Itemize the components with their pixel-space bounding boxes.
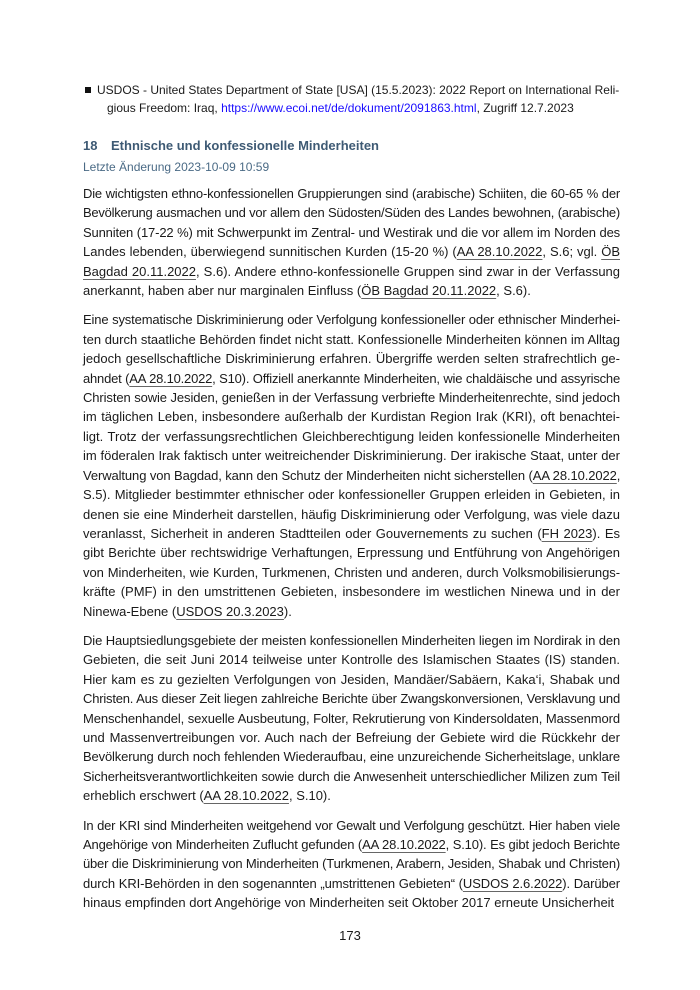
citation-link[interactable]: ÖB bbox=[601, 244, 620, 260]
text-line bbox=[83, 466, 620, 485]
paragraph-2 bbox=[83, 310, 620, 621]
text: , S.6; vgl. bbox=[542, 244, 602, 260]
citation-link[interactable]: AA 28.10.2022 bbox=[203, 788, 289, 804]
text-line bbox=[83, 563, 620, 582]
text: ligt. Trotz der verfassungsrechtlichen Gleichberechtigung leiden konfessionelle Minderheiten bbox=[83, 428, 620, 444]
text-line bbox=[83, 602, 620, 621]
text: , S.6). bbox=[496, 283, 531, 299]
text-line bbox=[83, 582, 620, 601]
text-line bbox=[83, 388, 620, 407]
text: Angehörige von Minderheiten Zuflucht gefunden ( bbox=[83, 837, 363, 852]
text-line bbox=[83, 874, 620, 893]
text-line bbox=[83, 242, 620, 261]
bullet-square-icon bbox=[85, 87, 91, 93]
text: Verwaltung von Bagdad, kann den Schutz der Minderheiten nicht sicherstellen ( bbox=[83, 467, 533, 483]
text: , bbox=[616, 467, 621, 483]
text-line bbox=[83, 203, 620, 222]
paragraph-4 bbox=[83, 816, 620, 913]
text-line bbox=[83, 893, 620, 912]
reference-bullet bbox=[97, 81, 620, 117]
text: Menschenhandel, sexuelle Ausbeutung, Folter, Rekrutierung von Kindersoldaten, Massenmord bbox=[83, 710, 620, 726]
text-line bbox=[83, 786, 620, 805]
section-number: 18 bbox=[83, 138, 98, 153]
text: Christen sowie Jesiden, genießen in der Verfassung verbriefte Minderheitenrechte, sind jedoch bbox=[83, 390, 620, 406]
text: erheblich erschwert ( bbox=[83, 788, 204, 804]
text: ). bbox=[283, 603, 292, 619]
text: Landes lebenden, überwiegend sunnitischen Kurden (15-20 %) ( bbox=[83, 244, 457, 260]
text-line bbox=[83, 854, 620, 873]
text: ten durch staatliche Behörden findet nicht statt. Konfessionelle Minderheiten können im Alltag bbox=[83, 331, 620, 347]
text: Die wichtigsten ethno-konfessionellen Gruppierungen sind (arabische) Schiiten, die 60-65 % der bbox=[83, 186, 620, 201]
text: Die Hauptsiedlungsgebiete der meisten konfessionellen Minderheiten liegen im Nordirak in den bbox=[83, 632, 621, 648]
text-line bbox=[83, 330, 620, 349]
text: über die Diskriminierung von Minderheiten (Turkmenen, Arabern, Jesiden, Shabak und Christen) bbox=[83, 856, 620, 872]
text: , S10). Offiziell anerkannte Minderheiten, wie chaldäische und assyrische bbox=[212, 370, 620, 386]
text: kräfte (PMF) in den umstrittenen Gebieten, insbesondere im westlichen Ninewa und in der bbox=[83, 584, 620, 600]
page-number: 173 bbox=[339, 927, 361, 943]
last-change: Letzte Änderung 2023-10-09 10:59 bbox=[83, 160, 270, 174]
text-line bbox=[83, 505, 620, 524]
text: von Minderheiten, wie Kurden, Turkmenen, Christen und anderen, durch Volksmobilisierungs- bbox=[83, 564, 620, 580]
text-line bbox=[83, 524, 620, 543]
text-line bbox=[83, 816, 620, 835]
text: , S.10). Es gibt jedoch Berichte bbox=[445, 837, 621, 852]
reference-link[interactable]: https://www.ecoi.net/de/dokument/2091863.html bbox=[221, 101, 477, 115]
text-line bbox=[83, 728, 620, 747]
text: und Massenvertreibungen vor. Auch nach der Befreiung der Gebiete wird die Rückkehr der bbox=[83, 729, 620, 745]
text: , S.10). bbox=[288, 788, 331, 804]
text: denen sie eine Minderheit darstellen, häufig Diskriminierung oder Verfolgung, was viele dazu bbox=[83, 506, 620, 522]
text-line bbox=[83, 427, 620, 446]
citation-link[interactable]: ÖB Bagdad 20.11.2022 bbox=[361, 283, 497, 299]
text-line bbox=[83, 543, 620, 562]
text: ). Es bbox=[592, 525, 620, 541]
reference-text-line2 bbox=[97, 99, 620, 117]
text: im föderalen Irak faktisch unter weitreichender Diskriminierung. Der irakische Staat, unter der bbox=[83, 448, 620, 464]
text: veranlasst, Sicherheit in anderen Stadtteilen oder Gouvernements zu suchen ( bbox=[83, 525, 542, 541]
citation-link[interactable]: AA 28.10.2022 bbox=[532, 467, 617, 483]
text-line bbox=[83, 223, 620, 242]
text: Eine systematische Diskriminierung oder Verfolgung konfessioneller oder ethnischer Minderhei- bbox=[83, 312, 620, 328]
text-line bbox=[83, 446, 620, 465]
text-line bbox=[83, 281, 620, 300]
text-line bbox=[83, 310, 620, 329]
text-line bbox=[83, 485, 620, 504]
reference-text-line1: USDOS - United States Department of State [USA] (15.5.2023): 2022 Report on International Reli- bbox=[97, 83, 620, 97]
text-line bbox=[83, 767, 620, 786]
section-heading bbox=[83, 137, 620, 155]
section-title: Ethnische und konfessionelle Minderheiten bbox=[111, 138, 379, 153]
text-line bbox=[83, 670, 620, 689]
text: In der KRI sind Minderheiten weitgehend vor Gewalt und Verfolgung geschützt. Hier haben viele bbox=[83, 817, 620, 833]
citation-link[interactable]: FH 2023 bbox=[541, 525, 593, 541]
text-line bbox=[83, 747, 620, 766]
text-line bbox=[83, 835, 620, 854]
reference-text: gious Freedom: Iraq, bbox=[107, 101, 222, 115]
text: Christen. Aus dieser Zeit liegen zahlreiche Berichte über Zwangskonversionen, Versklavung und bbox=[83, 691, 620, 707]
text-line bbox=[83, 369, 620, 388]
text-line bbox=[83, 650, 620, 669]
text: jedoch gesellschaftliche Diskriminierung erfahren. Übergriffe werden selten strafrechtlich ge- bbox=[83, 351, 620, 367]
text: ). Darüber bbox=[562, 875, 621, 891]
citation-link[interactable]: Bagdad 20.11.2022 bbox=[83, 263, 196, 279]
citation-link[interactable]: USDOS 20.3.2023 bbox=[176, 603, 284, 619]
text: Gebieten, die seit Juni 2014 teilweise unter Kontrolle des Islamischen Staates (IS) standen. bbox=[83, 652, 620, 668]
text-line bbox=[83, 689, 620, 708]
text: anerkannt, haben aber nur marginalen Einfluss ( bbox=[83, 283, 362, 299]
text: im täglichen Leben, insbesondere außerhalb der Kurdistan Region Irak (KRI), oft benachtei- bbox=[83, 409, 620, 425]
citation-link[interactable]: AA 28.10.2022 bbox=[362, 837, 446, 852]
text: Bevölkerung ausmachen und vor allem den Südosten/Süden des Landes bewohnen, (arabische) bbox=[83, 205, 620, 221]
reference-access-date: , Zugriff 12.7.2023 bbox=[476, 101, 574, 115]
text-line bbox=[83, 631, 620, 650]
text: durch KRI-Behörden in den sogenannten „umstrittenen Gebieten“ ( bbox=[83, 875, 463, 891]
text: Sicherheitsverantwortlichkeiten sowie durch die Anwesenheit unterschiedlicher Milizen zum Teil bbox=[83, 768, 620, 784]
text-line bbox=[83, 407, 620, 426]
citation-link[interactable]: AA 28.10.2022 bbox=[129, 370, 213, 386]
text-line bbox=[83, 262, 620, 281]
text: Sunniten (17-22 %) mit Schwerpunkt im Zentral- und Westirak und die vor allem im Norden des bbox=[83, 224, 620, 240]
text: Hier kam es zu gezielten Verfolgungen von Jesiden, Mandäer/Sabäern, Kaka‘i, Shabak und bbox=[83, 671, 620, 687]
text: , S.6). Andere ethno-konfessionelle Gruppen sind zwar in der Verfassung bbox=[196, 263, 621, 279]
text: Ninewa-Ebene ( bbox=[83, 603, 177, 619]
text: gibt Berichte über rechtswidrige Verhaftungen, Erpressung und Entführung von Angehörigen bbox=[83, 545, 620, 561]
text: ahndet ( bbox=[83, 370, 130, 386]
text: hinaus empfinden dort Angehörige von Minderheiten seit Oktober 2017 erneute Unsicherheit bbox=[83, 895, 615, 911]
text-line bbox=[83, 709, 620, 728]
text-line bbox=[83, 349, 620, 368]
text: Bevölkerung durch noch fehlenden Wiederaufbau, eine unzureichende Sicherheitslage, unklare bbox=[83, 749, 620, 765]
text-line bbox=[83, 184, 620, 203]
paragraph-3 bbox=[83, 631, 620, 806]
text: S.5). Mitglieder bestimmter ethnischer oder konfessioneller Gruppen erleiden in Gebieten, in bbox=[83, 487, 620, 503]
citation-link[interactable]: USDOS 2.6.2022 bbox=[462, 875, 563, 891]
paragraph-1 bbox=[83, 184, 620, 300]
citation-link[interactable]: AA 28.10.2022 bbox=[456, 244, 543, 260]
